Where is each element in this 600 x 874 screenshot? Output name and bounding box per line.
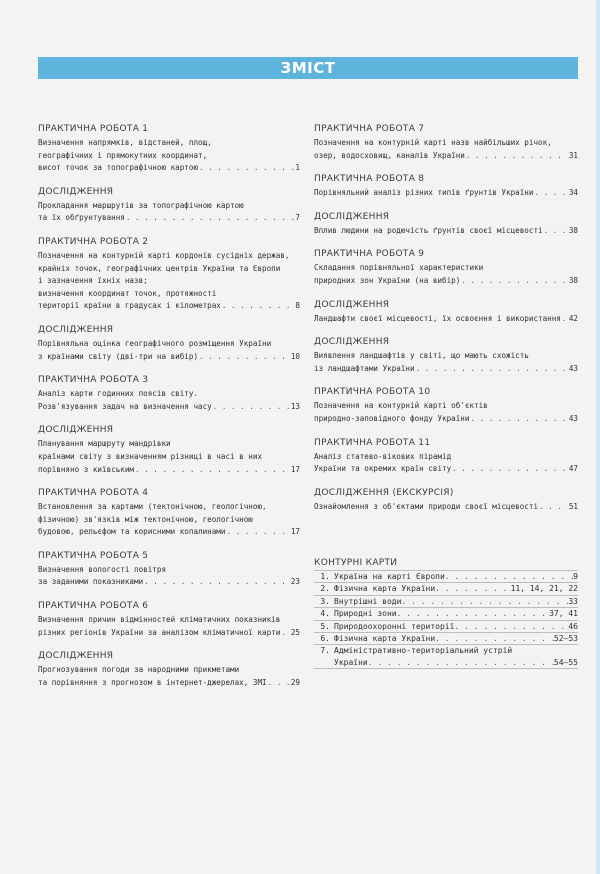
toc-entry-line: Складання порівняльної характеристики	[314, 263, 484, 273]
contour-map-number: 1.	[320, 572, 330, 581]
toc-section-heading: ПРАКТИЧНА РОБОТА 8	[314, 174, 425, 185]
toc-section	[314, 124, 578, 162]
toc-page-number: 23	[290, 577, 300, 587]
toc-entry-text: України та окремих країн світу	[314, 464, 452, 474]
toc-entry-row[interactable]	[314, 501, 578, 514]
toc-section	[38, 551, 300, 589]
page-edge	[596, 0, 600, 874]
toc-leader-dots	[281, 627, 290, 640]
toc-leader-dots	[562, 313, 568, 326]
contour-map-number: 7.	[320, 646, 330, 656]
toc-section-heading: ПРАКТИЧНА РОБОТА 4	[38, 488, 149, 499]
toc-leader-dots	[466, 150, 568, 163]
toc-entry-text: озер, водосховищ, каналів України	[314, 150, 465, 160]
toc-section	[38, 601, 300, 639]
toc-section	[314, 337, 578, 375]
toc-entry-text: Ознайомлення з об'єктами природи своєї місцевості	[314, 501, 539, 511]
page-title: ЗМІСТ	[280, 59, 336, 77]
toc-leader-dots	[126, 212, 295, 225]
toc-entry-text: з країнами світу (дві-три на вибір)	[38, 351, 199, 361]
contour-map-title: Фізична карта України	[334, 634, 436, 644]
toc-entry-row[interactable]	[38, 627, 300, 640]
contour-map-page: 52–53	[553, 634, 578, 644]
toc-page-number: 10	[290, 351, 300, 361]
contour-map-title: України	[334, 657, 368, 667]
toc-page-number: 17	[290, 464, 300, 474]
toc-entry-text: та порівняння з прогнозом в інтернет-джерелах, ЗМІ	[38, 677, 267, 687]
contour-map-title: Природоохоронні території	[334, 621, 455, 631]
toc-section	[38, 375, 300, 413]
toc-entry-row[interactable]	[314, 150, 578, 163]
toc-section	[314, 300, 578, 326]
toc-entry-line: Встановлення за картами (тектонічною, геологічною,	[38, 502, 267, 512]
toc-leader-dots	[435, 583, 510, 594]
contour-map-page: 37, 41	[549, 609, 578, 619]
toc-entry-line: Позначення на контурній карті назв найбільших річок,	[314, 138, 552, 147]
toc-section	[38, 488, 300, 539]
contour-map-item[interactable]	[314, 596, 578, 608]
toc-page-number: 47	[568, 464, 578, 474]
toc-page-number: 31	[568, 150, 578, 160]
toc-entry-text: Вплив людини на родючість ґрунтів своєї місцевості	[314, 225, 543, 235]
toc-entry-line: Планування маршруту мандрівки	[38, 439, 171, 449]
toc-entry-line: і зазначення їхніх назв;	[38, 276, 148, 286]
toc-page-number: 29	[290, 677, 300, 687]
toc-section	[38, 124, 300, 175]
toc-section	[314, 387, 578, 425]
toc-entry-line: Виявлення ландшафтів у світі, що мають схожість	[314, 351, 529, 361]
toc-entry-row[interactable]	[38, 212, 300, 225]
toc-left-column	[38, 124, 300, 701]
toc-leader-dots	[213, 401, 290, 414]
toc-entry-line: Аналіз карти годинних поясів світу.	[38, 389, 199, 399]
toc-page-number: 42	[568, 313, 578, 323]
toc-section-heading: ДОСЛІДЖЕННЯ	[38, 324, 114, 335]
contour-maps-list	[314, 570, 578, 669]
toc-entry-row[interactable]	[314, 463, 578, 476]
contour-map-title: Фізична карта України	[334, 584, 436, 594]
toc-leader-dots	[144, 576, 290, 589]
toc-entry-text: за заданими показниками	[38, 577, 144, 587]
toc-leader-dots	[397, 608, 549, 619]
toc-entry-line: Позначення на контурній карті об'єктів	[314, 401, 488, 411]
contour-maps-heading: КОНТУРНІ КАРТИ	[314, 558, 398, 568]
toc-leader-dots	[445, 571, 573, 582]
toc-leader-dots	[401, 596, 568, 607]
toc-entry-row[interactable]	[314, 413, 578, 426]
toc-section	[38, 237, 300, 313]
contour-map-page: 11, 14, 21, 22	[510, 584, 578, 594]
toc-section	[314, 488, 578, 514]
toc-page-number: 38	[568, 275, 578, 285]
contour-map-item[interactable]	[314, 633, 578, 645]
toc-section-heading: ПРАКТИЧНА РОБОТА 9	[314, 249, 425, 260]
toc-section	[38, 651, 300, 689]
toc-section-heading: ДОСЛІДЖЕННЯ	[314, 299, 390, 310]
toc-page-number: 25	[290, 627, 300, 637]
toc-section-heading: ПРАКТИЧНА РОБОТА 11	[314, 437, 431, 448]
contour-maps-section	[314, 558, 578, 669]
toc-entry-row[interactable]	[38, 464, 300, 477]
toc-entry-line: Прокладання маршрутів за топографічною картою	[38, 200, 244, 210]
toc-section-heading: ПРАКТИЧНА РОБОТА 7	[314, 124, 425, 134]
toc-leader-dots	[268, 677, 290, 690]
toc-page-number: 1	[295, 163, 300, 173]
toc-leader-dots	[199, 162, 294, 175]
toc-page-number: 43	[568, 363, 578, 373]
toc-section-heading: ДОСЛІДЖЕННЯ	[38, 186, 114, 197]
toc-section-heading: ДОСЛІДЖЕННЯ	[38, 425, 114, 436]
toc-entry-text: Розв'язування задач на визначення часу	[38, 401, 212, 411]
toc-entry-line: Порівняльна оцінка географічного розміщення України	[38, 338, 272, 348]
toc-leader-dots	[435, 633, 554, 644]
contour-map-title: Природні зони	[334, 609, 397, 619]
toc-section-heading: ДОСЛІДЖЕННЯ	[314, 337, 390, 348]
toc-page-number: 38	[568, 225, 578, 235]
contour-map-item[interactable]	[314, 570, 578, 583]
toc-entry-text: Ландшафти своєї місцевості, їх освоєння і використання	[314, 313, 561, 323]
toc-entry-row[interactable]	[38, 401, 300, 414]
toc-leader-dots	[135, 464, 290, 477]
toc-entry-row[interactable]	[38, 576, 300, 589]
toc-entry-text: Порівняльний аналіз різних типів ґрунтів України	[314, 188, 534, 198]
toc-entry-row[interactable]	[38, 300, 300, 313]
toc-entry-row[interactable]	[38, 526, 300, 539]
contour-map-page: 54–55	[553, 657, 578, 667]
contour-map-title: Україна на карті Європи	[334, 572, 445, 581]
toc-entry-line: Позначення на контурній карті кордонів сусідніх держав,	[38, 250, 290, 260]
contour-map-page: 33	[568, 596, 578, 606]
toc-entry-line: країнами світу з визначенням різниці в часі в них	[38, 451, 263, 461]
toc-entry-row[interactable]	[314, 187, 578, 200]
toc-page-number: 7	[295, 213, 300, 223]
toc-section	[38, 425, 300, 476]
contour-map-item[interactable]	[314, 621, 578, 633]
toc-entry-text: території країни в градусах і кілометрах	[38, 301, 221, 311]
toc-section-heading: ПРАКТИЧНА РОБОТА 6	[38, 601, 149, 612]
contour-map-page: 46	[568, 621, 578, 631]
contour-map-number: 4.	[320, 609, 330, 619]
toc-entry-line: Визначення причин відмінностей кліматичних показників	[38, 615, 281, 625]
toc-section	[314, 438, 578, 476]
toc-leader-dots	[534, 187, 567, 200]
toc-section-heading: ПРАКТИЧНА РОБОТА 5	[38, 550, 149, 561]
toc-entry-line: Визначення напрямків, відстаней, площ,	[38, 138, 212, 147]
toc-entry-row[interactable]	[314, 225, 578, 238]
toc-section	[314, 249, 578, 287]
toc-page-number: 8	[295, 301, 300, 311]
toc-leader-dots	[199, 351, 290, 364]
toc-entry-row[interactable]	[38, 677, 300, 690]
toc-leader-dots	[539, 501, 568, 514]
toc-entry-row[interactable]	[38, 162, 300, 175]
toc-leader-dots	[452, 463, 568, 476]
toc-entry-text: природних зон України (на вибір)	[314, 275, 461, 285]
contour-map-number: 2.	[320, 584, 330, 594]
toc-section-heading: ДОСЛІДЖЕННЯ	[314, 211, 390, 222]
toc-leader-dots	[470, 413, 567, 426]
toc-entry-row[interactable]	[314, 313, 578, 326]
toc-section-heading: ДОСЛІДЖЕННЯ (ЕКСКУРСІЯ)	[314, 487, 454, 498]
toc-entry-line: визначення координат точок, протяжності	[38, 288, 217, 298]
toc-leader-dots	[222, 300, 295, 313]
contour-map-title: Адміністративно-територіальний устрій	[334, 646, 513, 656]
toc-page-number: 51	[568, 501, 578, 511]
toc-section	[314, 174, 578, 200]
toc-entry-text: та їх обґрунтування	[38, 213, 125, 223]
toc-entry-row[interactable]	[314, 363, 578, 376]
toc-section-heading: ПРАКТИЧНА РОБОТА 2	[38, 236, 149, 247]
toc-section-heading: ПРАКТИЧНА РОБОТА 3	[38, 375, 149, 386]
toc-page-number: 13	[290, 401, 300, 411]
toc-right-column	[314, 124, 578, 525]
toc-leader-dots	[226, 526, 289, 539]
toc-leader-dots	[461, 275, 568, 288]
toc-entry-text: висот точок за топографічною картою	[38, 163, 199, 173]
toc-section-heading: ПРАКТИЧНА РОБОТА 1	[38, 124, 149, 134]
toc-section	[38, 325, 300, 363]
toc-leader-dots	[416, 363, 568, 376]
toc-leader-dots	[368, 657, 554, 668]
contour-map-page: 9	[573, 572, 578, 581]
toc-entry-line: крайніх точок, географічних центрів України та Європи	[38, 263, 281, 273]
toc-entry-text: із ландшафтами України	[314, 363, 415, 373]
toc-entry-line: фізичною) зв'язків між тектонічною, геологічною	[38, 514, 253, 524]
toc-entry-line: Визначення вологості повітря	[38, 564, 167, 574]
toc-leader-dots	[544, 225, 568, 238]
toc-entry-line: Прогнозування погоди за народними прикметами	[38, 665, 240, 675]
contour-map-item[interactable]	[314, 583, 578, 595]
toc-leader-dots	[454, 621, 568, 632]
toc-entry-text: природно-заповідного фонду України	[314, 413, 470, 423]
contour-map-item-continued[interactable]	[314, 657, 578, 669]
toc-entry-text: будовою, рельєфом та корисними копалинами	[38, 527, 226, 537]
contour-map-number: 3.	[320, 596, 330, 606]
toc-entry-text: порівняно з київським	[38, 464, 135, 474]
title-bar	[38, 57, 578, 79]
toc-entry-row[interactable]	[38, 351, 300, 364]
contour-map-number: 5.	[320, 621, 330, 631]
toc-entry-line: Аналіз статево-вікових пірамід	[314, 451, 452, 461]
contour-map-item[interactable]	[314, 608, 578, 620]
toc-page-number: 17	[290, 527, 300, 537]
contour-map-item[interactable]	[314, 645, 578, 656]
toc-page-number: 43	[568, 413, 578, 423]
toc-page-number: 34	[568, 188, 578, 198]
toc-section-heading: ДОСЛІДЖЕННЯ	[38, 651, 114, 662]
contour-map-title: Внутрішні води	[334, 596, 402, 606]
toc-entry-row[interactable]	[314, 275, 578, 288]
toc-entry-text: різних регіонів України за аналізом кліматичної карти	[38, 627, 281, 637]
toc-entry-line: географічних і прямокутних координат,	[38, 150, 208, 160]
contour-map-number: 6.	[320, 634, 330, 644]
toc-section	[38, 187, 300, 225]
toc-section-heading: ПРАКТИЧНА РОБОТА 10	[314, 387, 431, 398]
toc-section	[314, 212, 578, 238]
